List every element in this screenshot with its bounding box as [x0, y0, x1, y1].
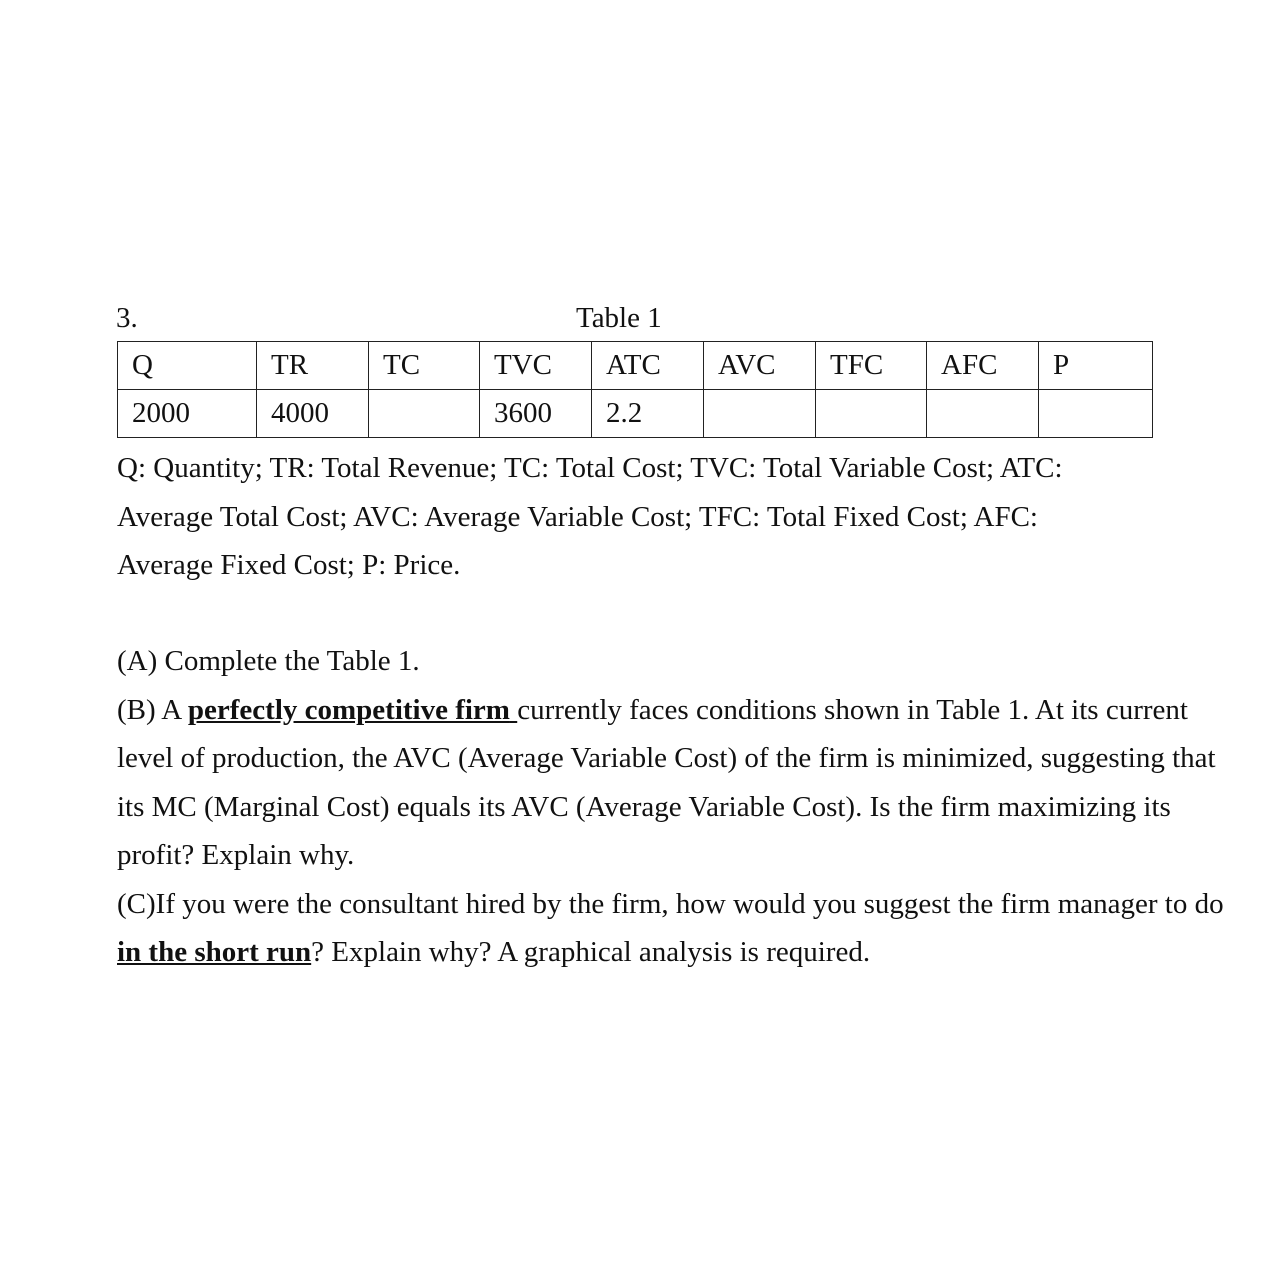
cell-tr: 4000	[257, 390, 369, 438]
legend-line: Q: Quantity; TR: Total Revenue; TC: Total Cost; TVC: Total Variable Cost; ATC:	[117, 452, 1063, 484]
cell-tvc: 3600	[480, 390, 592, 438]
question-c-prefix: (C)If you were the consultant hired by the firm, how would you suggest the firm manager to do	[117, 887, 1224, 920]
question-b-prefix: (B) A	[117, 693, 188, 726]
question-a: (A) Complete the Table 1.	[117, 645, 420, 677]
header-cell-tr: TR	[257, 342, 369, 390]
question-b	[117, 686, 1227, 880]
cost-table	[117, 341, 1153, 438]
cell-afc	[927, 390, 1039, 438]
table-header-row	[118, 342, 1153, 390]
header-cell-tc: TC	[369, 342, 480, 390]
question-b-text: currently faces conditions shown in Table 1. At its current level of production, the AVC (Average Variable Cost) of the firm is minimized, suggesting that its MC (Marginal Cost) equals its AVC (Average Variable Cost). Is the firm maximizing its profit? Explain why.	[117, 693, 1216, 871]
cell-atc: 2.2	[592, 390, 704, 438]
header-cell-tfc: TFC	[816, 342, 927, 390]
question-c-text: ? Explain why? A graphical analysis is required.	[311, 936, 871, 968]
question-c	[117, 880, 1227, 977]
header-cell-q: Q	[118, 342, 257, 390]
table-data-row	[118, 390, 1153, 438]
header-cell-tvc: TVC	[480, 342, 592, 390]
table-caption: Table 1	[576, 302, 662, 334]
cell-p	[1039, 390, 1153, 438]
legend-line: Average Fixed Cost; P: Price.	[117, 549, 461, 581]
header-cell-afc: AFC	[927, 342, 1039, 390]
header-cell-atc: ATC	[592, 342, 704, 390]
legend-line: Average Total Cost; AVC: Average Variable Cost; TFC: Total Fixed Cost; AFC:	[117, 500, 1038, 533]
question-list	[117, 637, 1227, 977]
cell-tfc	[816, 390, 927, 438]
question-c-emphasis: in the short run	[117, 936, 312, 968]
header-cell-avc: AVC	[704, 342, 816, 390]
question-b-emphasis: perfectly competitive firm	[187, 693, 510, 726]
cell-q: 2000	[118, 390, 257, 438]
cell-tc	[369, 390, 480, 438]
abbreviation-legend	[117, 444, 1227, 590]
question-number: 3.	[116, 302, 138, 334]
header-cell-p: P	[1039, 342, 1153, 390]
cell-avc	[704, 390, 816, 438]
